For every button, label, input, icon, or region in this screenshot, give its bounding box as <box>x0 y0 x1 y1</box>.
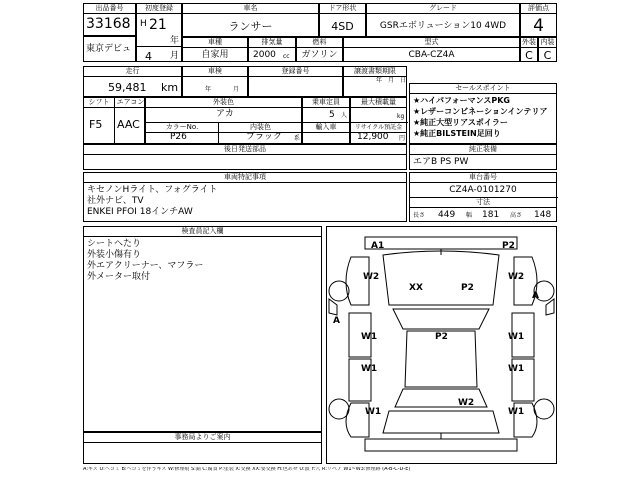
displacement-label: 排気量 <box>249 38 295 48</box>
fuel-box <box>296 37 343 62</box>
inspection-month-unit: 月 <box>233 86 240 93</box>
mark-w1-rl: W1 <box>365 407 382 417</box>
office-label: 事務局よりご案内 <box>84 433 321 443</box>
first-reg-box <box>136 3 182 62</box>
mark-w1-rrd: W1 <box>508 364 525 374</box>
mileage: 59,481 <box>108 81 147 94</box>
exterior-box <box>520 37 538 62</box>
notes-header: 車両特記事項 <box>84 173 406 183</box>
usage: 自家用 <box>201 50 229 60</box>
car-diagram <box>327 227 556 463</box>
displacement-box <box>248 37 296 62</box>
exterior-grade: C <box>525 49 533 62</box>
equipment-box <box>409 144 557 170</box>
interior-label: 内装 <box>540 38 555 46</box>
trunk <box>383 411 499 433</box>
load-label: 最大積載量 <box>351 98 406 108</box>
front-bumper <box>365 237 517 249</box>
fuel-label: 燃料 <box>297 38 342 48</box>
mileage-label: 走行 <box>84 67 181 77</box>
mark-w2-fr: W2 <box>508 272 525 282</box>
car-name: ランサー <box>228 20 273 33</box>
fuel: ガソリン <box>301 50 338 60</box>
chassis-label: 車台番号 <box>410 173 556 183</box>
recycle-label: リサイクル預託金 <box>351 123 406 133</box>
capacity-unit: 人 <box>341 112 348 119</box>
score-label: 評価点 <box>521 4 556 14</box>
parts-label: 後日発送部品 <box>84 145 406 155</box>
sales-points-box <box>409 83 557 144</box>
plate-box <box>248 66 343 97</box>
plate-label: 登録番号 <box>249 67 342 77</box>
grade-box <box>366 3 520 37</box>
mark-xx-hood: XX <box>409 283 423 293</box>
inspection-note-3: 外エアクリーナー、マフラー <box>87 261 204 271</box>
mark-a1: A1 <box>371 241 385 251</box>
debut-box <box>83 36 136 62</box>
model-label: 型式 <box>344 38 519 48</box>
mark-w1-fld: W1 <box>361 332 378 342</box>
color-no-label: カラーNo. <box>146 123 218 133</box>
chassis-number: CZ4A-0101270 <box>449 185 517 195</box>
length-label: 長さ <box>413 212 426 219</box>
sales-point-4: ★純正BILSTEIN足回り <box>413 129 501 138</box>
note-2: 社外ナビ、TV <box>87 196 144 206</box>
debut-text: 東京デビュ <box>86 44 132 54</box>
mark-p2-fr: P2 <box>502 241 515 251</box>
capacity-label: 乗車定員 <box>303 98 349 108</box>
displacement-unit: cc <box>283 53 290 60</box>
shift-ac-box <box>83 97 145 144</box>
int-color: ブラック <box>246 132 282 142</box>
interior-box <box>538 37 557 62</box>
office-box <box>83 432 322 464</box>
ac-label: エアコン <box>116 98 145 106</box>
front-left-wheel <box>329 281 349 301</box>
usage-label: 車種 <box>183 38 247 48</box>
month-unit: 月 <box>170 51 180 61</box>
color: アカ <box>216 109 234 119</box>
height: 148 <box>534 210 552 220</box>
mark-p2-roof: P2 <box>435 332 448 342</box>
cert-box <box>343 66 407 97</box>
year-unit: 年 <box>170 36 180 46</box>
first-reg-label: 初度登録 <box>137 4 181 14</box>
load-unit: kg <box>397 113 405 120</box>
grade-label: グレード <box>367 4 519 14</box>
sales-point-3: ★純正大型リアスポイラー <box>413 118 508 127</box>
shift-label: シフト <box>84 98 114 108</box>
color-no: P26 <box>170 132 187 142</box>
model: CBA-CZ4A <box>408 50 455 60</box>
height-label: 高さ <box>510 212 523 219</box>
mark-a-lmirror: A <box>333 316 340 326</box>
cert-day-unit: 日 <box>400 77 407 84</box>
exterior-label: 外装 <box>522 38 536 46</box>
doors: 4SD <box>331 20 354 33</box>
inspection-expiry-box <box>182 66 248 97</box>
mileage-unit: km <box>161 81 179 94</box>
inspection-note-1: シートヘたり <box>87 239 142 249</box>
displacement: 2000 <box>253 50 276 60</box>
grade: GSRエボリューション10 4WD <box>379 21 507 31</box>
right-mirror <box>546 299 554 315</box>
notes-box <box>83 172 407 222</box>
damage-legend: A:キズ U:ヘコミ B:ヘコミを伴うキズ W:修理痕 S:錆 C:腐食 P:塗装 X:交換 XX:要交換 H:色あせ U:波 Y:穴 R:リペア W1~W3:修理跡 (A-B-C-D-E) <box>83 467 411 472</box>
rear-left-wheel <box>329 399 349 419</box>
inspection-expiry-label: 車検 <box>183 67 247 77</box>
car-name-box <box>182 3 319 37</box>
note-1: キセノンHライト、フォグライト <box>87 185 218 195</box>
inspection-box <box>83 226 322 432</box>
sales-point-1: ★ハイパフォーマンスPKG <box>413 96 510 105</box>
score-box <box>520 3 557 37</box>
mark-w1-rld: W1 <box>361 364 378 374</box>
model-box <box>343 37 520 62</box>
int-color-label: 内装色 <box>218 123 303 133</box>
recycle: 12,900 <box>357 132 389 142</box>
mileage-box <box>83 66 182 97</box>
era: H <box>140 19 147 29</box>
shift: F5 <box>89 118 103 131</box>
recycle-unit: 円 <box>399 135 406 142</box>
int-color-unit: 系 <box>294 135 301 142</box>
color-label: 外装色 <box>146 98 301 108</box>
cert-label: 譲渡書類期限 <box>344 67 406 77</box>
sales-point-2: ★レザーコンビネーションインテリア <box>413 107 548 116</box>
doors-label: ドア形状 <box>320 4 365 14</box>
mark-w1-rr: W1 <box>508 407 525 417</box>
mark-p2-hood: P2 <box>461 283 474 293</box>
chassis-box <box>409 172 557 222</box>
cert-month-unit: 月 <box>388 77 395 84</box>
capacity: 5 <box>329 110 335 120</box>
rear-right-wheel <box>534 399 554 419</box>
doors-box <box>319 3 366 37</box>
mark-w2-trunk: W2 <box>458 398 475 408</box>
mark-w2-fl: W2 <box>363 272 380 282</box>
equipment-label: 純正装備 <box>410 145 556 155</box>
lot-number-box <box>83 3 136 36</box>
first-reg-year: 21 <box>149 17 167 33</box>
damage-diagram-box <box>326 226 557 464</box>
left-mirror <box>329 299 337 315</box>
mark-a-rmirror: A <box>532 291 539 301</box>
length: 449 <box>438 210 456 220</box>
interior-grade: C <box>543 49 552 62</box>
parts-box <box>83 144 407 170</box>
cert-year-unit: 年 <box>376 77 383 84</box>
dims-label: 寸法 <box>410 198 556 208</box>
car-name-label: 車名 <box>183 4 318 14</box>
usage-box <box>182 37 248 62</box>
capacity-box <box>302 97 350 144</box>
import-label: 輸入車 <box>303 123 349 133</box>
mark-w1-frd: W1 <box>508 332 525 342</box>
lot-number-label: 出品番号 <box>84 4 135 14</box>
hood <box>383 251 499 305</box>
score: 4 <box>533 16 544 36</box>
rear-bumper <box>365 439 517 451</box>
lot-number: 33168 <box>86 16 131 32</box>
windshield <box>393 309 489 329</box>
color-box <box>145 97 302 144</box>
inspection-year-unit: 年 <box>205 86 212 93</box>
first-reg-month: 4 <box>145 50 152 63</box>
inspection-label: 検査員記入欄 <box>84 227 321 237</box>
width: 181 <box>482 210 500 220</box>
inspection-note-2: 外装小傷有り <box>87 250 142 260</box>
sales-points-label: セールスポイント <box>410 84 556 94</box>
ac: AAC <box>117 118 140 131</box>
note-3: ENKEI PFOI 18インチAW <box>87 207 193 217</box>
inspection-note-4: 外メーター取付 <box>87 272 151 282</box>
equipment-value: エアB PS PW <box>413 157 469 167</box>
load-box <box>350 97 407 144</box>
width-label: 幅 <box>466 212 473 219</box>
